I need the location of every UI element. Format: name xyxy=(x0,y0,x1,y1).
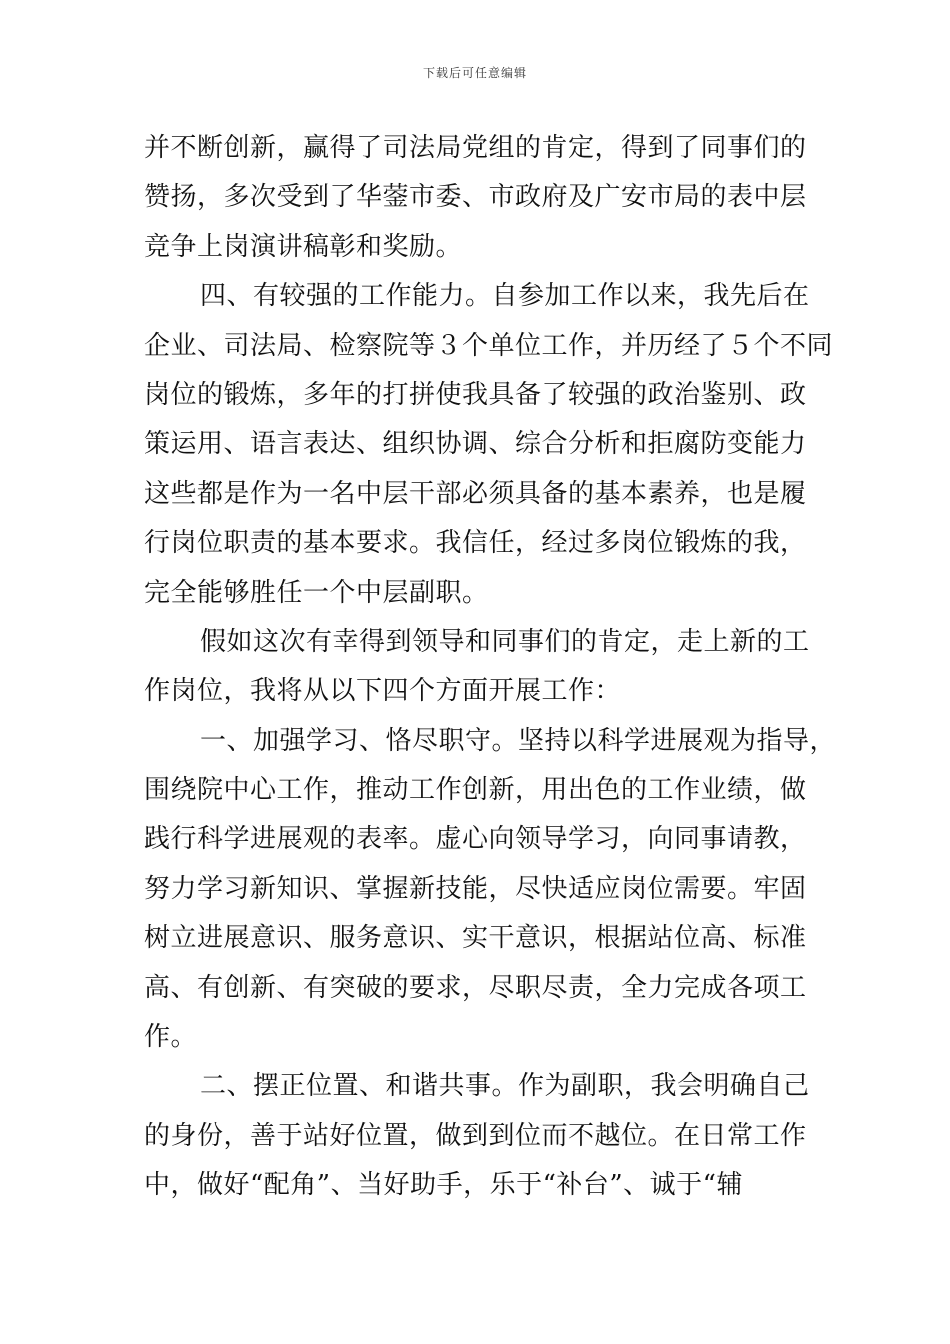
text-line: 作岗位，我将从以下四个方面开展工作： xyxy=(144,676,622,707)
text-line: 策运用、语言表达、组织协调、综合分析和拒腐防变能力 xyxy=(144,429,807,460)
text-line: 围绕院中心工作，推动工作创新，用出色的工作业绩，做 xyxy=(144,775,807,806)
text-line: 这些都是作为一名中层干部必须具备的基本素养，也是履 xyxy=(144,478,807,509)
text-line: 作。 xyxy=(144,1022,198,1053)
text-line: 赞扬，多次受到了华蓥市委、市政府及广安市局的表中层 xyxy=(144,182,807,213)
text-line: 企业、司法局、检察院等３个单位工作，并历经了５个不同 xyxy=(144,330,834,361)
text-line: 树立进展意识、服务意识、实干意识，根据站位高、标准 xyxy=(144,923,807,954)
text-line: 行岗位职责的基本要求。我信任，经过多岗位锻炼的我， xyxy=(144,528,807,559)
paragraph-first-line: 假如这次有幸得到领导和同事们的肯定，走上新的工 xyxy=(200,626,810,657)
document-body xyxy=(144,124,837,1211)
paragraph-first-line: 四、有较强的工作能力。自参加工作以来，我先后在 xyxy=(200,281,810,312)
text-line: 高、有创新、有突破的要求，尽职尽责，全力完成各项工 xyxy=(144,972,807,1003)
text-line: 岗位的锻炼，多年的打拼使我具备了较强的政治鉴别、政 xyxy=(144,379,807,410)
text-line: 努力学习新知识、掌握新技能，尽快适应岗位需要。牢固 xyxy=(144,873,807,904)
text-line: 践行科学进展观的表率。虚心向领导学习，向同事请教， xyxy=(144,824,807,855)
text-line: 中，做好“配角”、当好助手，乐于“补台”、诚于“辅 xyxy=(144,1170,743,1201)
paragraph-first-line: 一、加强学习、恪尽职守。坚持以科学进展观为指导， xyxy=(200,725,837,756)
text-line: 竞争上岗演讲稿彰和奖励。 xyxy=(144,231,463,262)
page-header-note: 下载后可任意编辑 xyxy=(422,66,527,80)
text-line: 的身份，善于站好位置，做到到位而不越位。在日常工作 xyxy=(144,1120,807,1151)
text-line: 完全能够胜任一个中层副职。 xyxy=(144,577,489,608)
text-line: 并不断创新，赢得了司法局党组的肯定，得到了同事们的 xyxy=(144,133,807,163)
paragraph-first-line: 二、摆正位置、和谐共事。作为副职，我会明确自己 xyxy=(200,1071,810,1102)
